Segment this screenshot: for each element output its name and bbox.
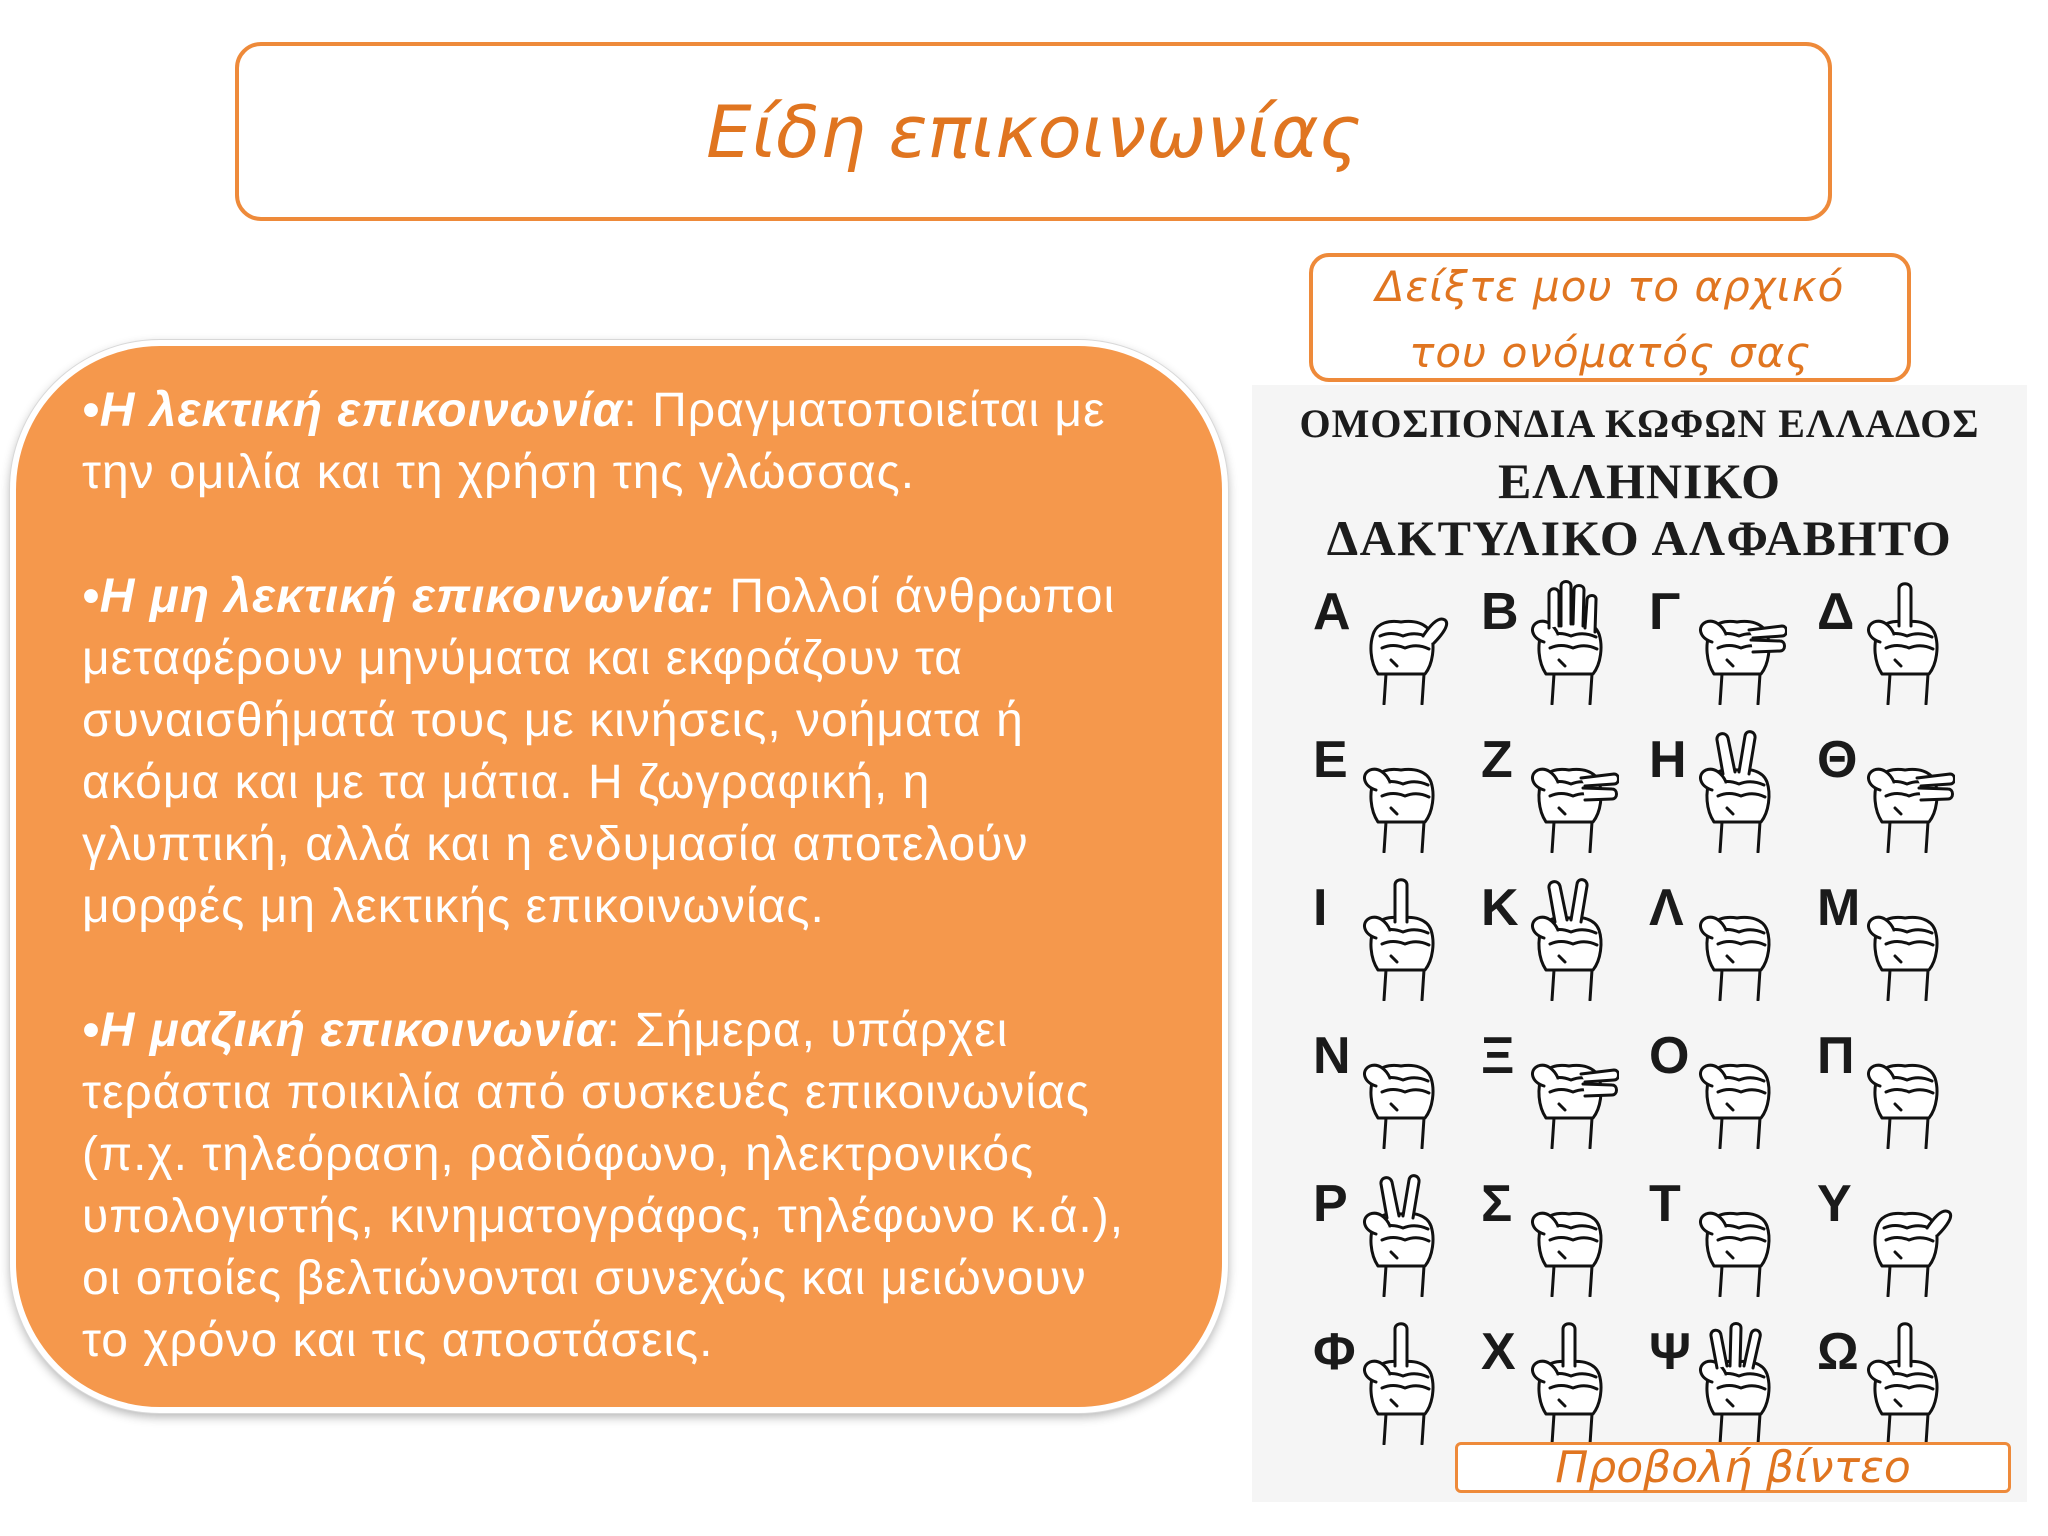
hand-point-up-icon <box>1519 1320 1619 1445</box>
paragraph-term: •Η μαζική επικοινωνία <box>82 1004 607 1057</box>
hand-two-fingers-icon <box>1351 1172 1451 1297</box>
hand-point-up-icon <box>1351 876 1451 1001</box>
sign-letter: Ρ <box>1313 1175 1348 1233</box>
sign-letter: Μ <box>1817 879 1861 937</box>
hand-fist-icon <box>1687 1172 1787 1297</box>
sign-cell <box>1481 728 1649 876</box>
paragraph-verbal <box>82 380 1212 504</box>
sign-cell <box>1313 1172 1481 1320</box>
hand-fist-icon <box>1351 1024 1451 1149</box>
hand-flat-side-icon <box>1687 580 1787 705</box>
hand-fist-icon <box>1855 876 1955 1001</box>
sign-letter: Δ <box>1817 583 1855 641</box>
paragraph-term: •Η μη λεκτική επικοινωνία: <box>82 570 716 623</box>
sign-cell <box>1481 876 1649 1024</box>
hand-thumb-out-icon <box>1855 1172 1955 1297</box>
prompt-text <box>1313 254 1907 386</box>
sign-cell <box>1649 1172 1817 1320</box>
prompt-box <box>1309 253 1911 382</box>
sign-letter: Φ <box>1313 1323 1356 1381</box>
sign-letter: Υ <box>1817 1175 1852 1233</box>
slide-title: Είδη επικοινωνίας <box>706 89 1361 174</box>
poster-title-line2: ΔΑΚΤΥΛΙΚΟ ΑΛΦΑΒΗΤΟ <box>1326 510 1953 566</box>
hand-fist-icon <box>1351 728 1451 853</box>
hand-two-fingers-icon <box>1687 728 1787 853</box>
sign-letter: Σ <box>1481 1175 1513 1233</box>
sign-letter: Λ <box>1649 879 1684 937</box>
fingerspelling-alphabet-poster <box>1252 385 2027 1502</box>
paragraph-body: : Πραγματοποιείται με την ομιλία και τη χρήση της γλώσσας. <box>82 384 1106 499</box>
sign-grid <box>1313 580 1985 1468</box>
sign-letter: Ο <box>1649 1027 1690 1085</box>
paragraph-term: •Η λεκτική επικοινωνία <box>82 384 624 437</box>
hand-open-icon <box>1519 580 1619 705</box>
hand-flat-side-icon <box>1855 728 1955 853</box>
sign-cell <box>1649 876 1817 1024</box>
sign-cell <box>1649 728 1817 876</box>
sign-letter: Ι <box>1313 879 1328 937</box>
sign-letter: Κ <box>1481 879 1519 937</box>
paragraph-nonverbal <box>82 566 1212 938</box>
sign-letter: Ω <box>1817 1323 1859 1381</box>
play-video-label: Προβολή βίντεο <box>1555 1442 1911 1493</box>
hand-fist-icon <box>1855 1024 1955 1149</box>
sign-cell <box>1313 728 1481 876</box>
sign-cell <box>1649 580 1817 728</box>
sign-letter: Η <box>1649 731 1687 789</box>
paragraph-body: : Σήμερα, υπάρχει τεράστια ποικιλία από συσκευές επικοινωνίας (π.χ. τηλεόραση, ραδιόφωνο, ηλεκτρονικός υπολογιστής, κινηματογράφος, τηλέφωνο κ.ά.), οι οποίες βελτιώνονται συνεχώς και μειώνουν το χρόνο και τις αποστάσεις. <box>82 1004 1125 1367</box>
sign-letter: Ν <box>1313 1027 1351 1085</box>
play-video-button[interactable] <box>1455 1442 2011 1493</box>
sign-letter: Γ <box>1649 583 1681 641</box>
hand-fist-icon <box>1519 1172 1619 1297</box>
sign-letter: Π <box>1817 1027 1855 1085</box>
sign-cell <box>1817 728 1985 876</box>
sign-cell <box>1313 1024 1481 1172</box>
poster-organization: ΟΜΟΣΠΟΝΔΙΑ ΚΩΦΩΝ ΕΛΛΑΔΟΣ <box>1299 401 1980 446</box>
sign-letter: Θ <box>1817 731 1858 789</box>
hand-fist-icon <box>1687 1024 1787 1149</box>
hand-point-up-icon <box>1351 1320 1451 1445</box>
poster-title-line1: ΕΛΛΗΝΙΚΟ <box>1497 453 1782 509</box>
sign-cell <box>1481 580 1649 728</box>
sign-cell <box>1313 876 1481 1024</box>
title-box <box>235 42 1832 221</box>
hand-thumb-out-icon <box>1351 580 1451 705</box>
hand-two-fingers-icon <box>1519 876 1619 1001</box>
sign-cell <box>1817 1172 1985 1320</box>
sign-cell <box>1313 580 1481 728</box>
sign-cell <box>1817 580 1985 728</box>
sign-cell <box>1481 1024 1649 1172</box>
paragraph-mass <box>82 1000 1212 1372</box>
sign-cell <box>1481 1172 1649 1320</box>
sign-letter: Χ <box>1481 1323 1516 1381</box>
hand-fist-icon <box>1687 876 1787 1001</box>
content-panel-text <box>82 380 1212 1372</box>
sign-cell <box>1817 876 1985 1024</box>
hand-point-up-icon <box>1855 580 1955 705</box>
prompt-line: του ονόματός σας <box>1409 328 1811 377</box>
sign-letter: Τ <box>1649 1175 1681 1233</box>
sign-cell <box>1649 1024 1817 1172</box>
sign-letter: Ψ <box>1649 1323 1692 1381</box>
hand-point-up-icon <box>1855 1320 1955 1445</box>
hand-flat-side-icon <box>1519 1024 1619 1149</box>
prompt-line: Δείξτε μου το αρχικό <box>1375 262 1845 311</box>
sign-letter: Ε <box>1313 731 1348 789</box>
hand-three-fingers-icon <box>1687 1320 1787 1445</box>
paragraph-body: Πολλοί άνθρωποι μεταφέρουν μηνύματα και εκφράζουν τα συναισθήματά τους με κινήσεις, νοήματα ή ακόμα και με τα μάτια. Η ζωγραφική, η γλυπτική, αλλά και η ενδυμασία αποτελούν μορφές μη λεκτικής επικοινωνίας. <box>82 570 1116 933</box>
sign-letter: Ξ <box>1481 1027 1515 1085</box>
hand-flat-side-icon <box>1519 728 1619 853</box>
sign-letter: Β <box>1481 583 1519 641</box>
sign-cell <box>1817 1024 1985 1172</box>
sign-letter: Ζ <box>1481 731 1513 789</box>
sign-letter: Α <box>1313 583 1351 641</box>
